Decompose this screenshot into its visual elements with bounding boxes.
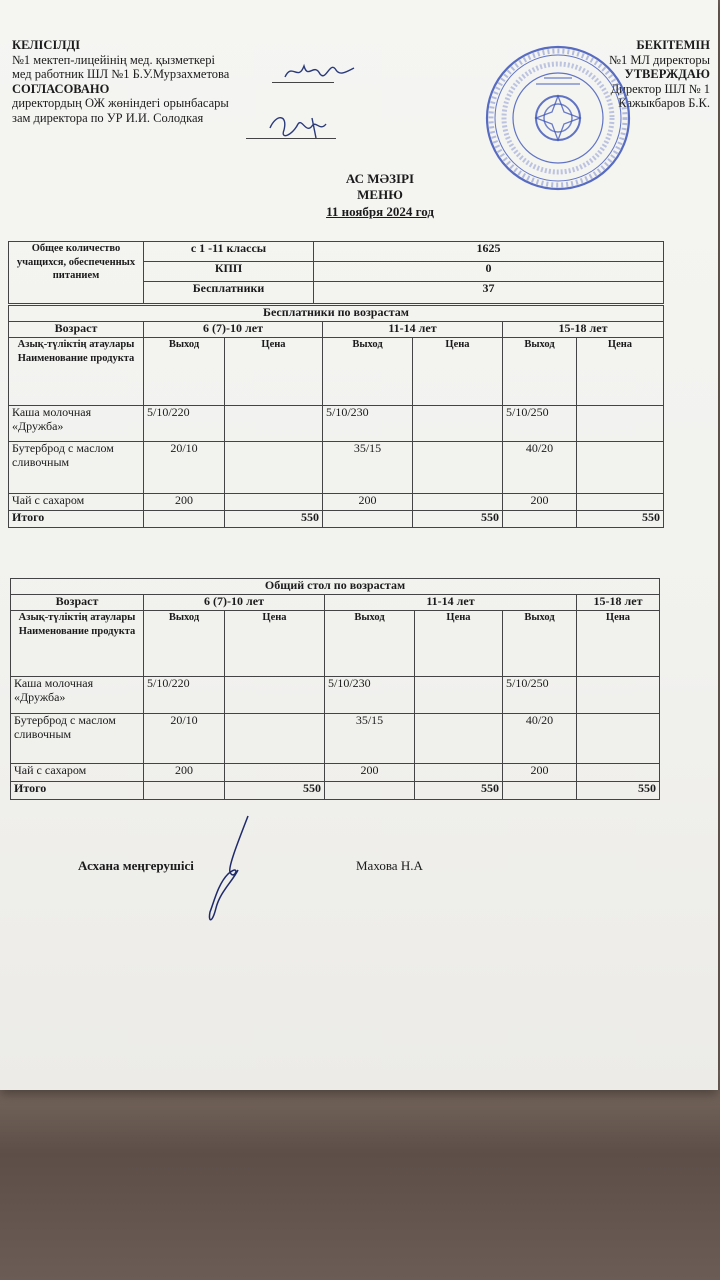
manager-signature [198,812,258,932]
age-group: 15-18 лет [503,322,664,338]
product-name: Чай с сахаром [9,494,144,511]
total-value: 550 [413,511,503,528]
age-group: 11-14 лет [323,322,503,338]
table-row [9,406,664,442]
portion-value: 200 [503,494,577,511]
summary-row-name: Бесплатники [144,282,314,304]
age-group: 11-14 лет [325,595,577,611]
header-left [12,38,229,125]
portion-value: 200 [325,764,415,782]
director-name: Кажыкбаров Б.К. [618,96,710,110]
portion-value: 200 [144,764,225,782]
utverzhdayu-heading: УТВЕРЖДАЮ [624,67,710,81]
vyhod-header: Выход [144,338,225,406]
portion-value: 40/20 [503,442,577,494]
summary-row-name: КПП [144,262,314,282]
canteen-manager-role: Асхана меңгерушісі [78,858,194,873]
age-group: 15-18 лет [577,595,660,611]
deputy-role-ru: зам директора по УР И.И. Солодкая [12,110,204,125]
total-value: 550 [577,782,660,800]
director-role-ru: Директор ШЛ № 1 [610,81,710,96]
portion-value: 5/10/230 [325,677,415,714]
portion-value: 5/10/250 [503,406,577,442]
total-value: 550 [577,511,664,528]
bekitemin-heading: БЕКІТЕМІН [636,38,710,52]
portion-value: 20/10 [144,442,225,494]
total-row [9,511,664,528]
general-table [10,578,660,800]
table-row [11,764,660,782]
summary-row-name: с 1 -11 классы [144,242,314,262]
total-label: Итого [11,782,144,800]
kelisildi-heading: КЕЛІСІЛДІ [12,38,81,52]
table-row [9,442,664,494]
product-name: Бутерброд с маслом сливочным [11,714,144,764]
summary-row-value: 1625 [314,242,664,262]
vyhod-header: Выход [503,338,577,406]
product-name: Каша молочная «Дружба» [9,406,144,442]
vyhod-header: Выход [503,611,577,677]
age-group: 6 (7)-10 лет [144,322,323,338]
official-stamp [484,44,632,192]
table-row [11,677,660,714]
deputy-role-kz: директордың ОЖ жөніндегі орынбасары [12,96,229,110]
product-header: Азық-түліктің атаулары Наименование продукта [9,338,144,406]
portion-value: 5/10/220 [144,406,225,442]
portion-value: 35/15 [325,714,415,764]
total-label: Итого [9,511,144,528]
portion-value: 5/10/220 [144,677,225,714]
portion-value: 5/10/250 [503,677,577,714]
age-label: Возраст [9,322,144,338]
vyhod-header: Выход [325,611,415,677]
total-row [11,782,660,800]
menu-date: 11 ноября 2024 год [326,204,434,219]
title-ru: МЕНЮ [357,187,403,202]
product-name: Бутерброд с маслом сливочным [9,442,144,494]
portion-value: 200 [323,494,413,511]
portion-value: 40/20 [503,714,577,764]
summary-row-value: 37 [314,282,664,304]
portion-value: 200 [503,764,577,782]
total-value: 550 [225,782,325,800]
age-group: 6 (7)-10 лет [144,595,325,611]
product-name: Чай с сахаром [11,764,144,782]
vyhod-header: Выход [144,611,225,677]
medic-signature [280,52,360,92]
table-surface [0,1070,720,1280]
free-meals-table [8,305,664,528]
deputy-signature [262,108,342,148]
age-label: Возраст [11,595,144,611]
section-heading: Общий стол по возрастам [11,579,660,595]
section-heading: Бесплатники по возрастам [9,306,664,322]
cena-header: Цена [225,611,325,677]
table-row [11,714,660,764]
cena-header: Цена [577,338,664,406]
table-row [9,494,664,511]
medic-role-kz: №1 мектеп-лицейінің мед. қызметкері [12,52,215,67]
cena-header: Цена [577,611,660,677]
cena-header: Цена [413,338,503,406]
summary-row-value: 0 [314,262,664,282]
summary-label: Общее количество учащихся, обеспеченных питанием [9,242,144,304]
vyhod-header: Выход [323,338,413,406]
portion-value: 35/15 [323,442,413,494]
product-name: Каша молочная «Дружба» [11,677,144,714]
portion-value: 5/10/230 [323,406,413,442]
total-value: 550 [415,782,503,800]
medic-role-ru: мед работник ШЛ №1 Б.У.Мурзахметова [12,67,230,81]
canteen-manager-name: Махова Н.А [356,858,423,873]
soglasovano-heading: СОГЛАСОВАНО [12,81,110,96]
total-value: 550 [225,511,323,528]
title-kz: АС МӘЗІРІ [345,171,415,186]
portion-value: 20/10 [144,714,225,764]
cena-header: Цена [225,338,323,406]
product-header: Азық-түліктің атаулары Наименование продукта [11,611,144,677]
director-role-kz: №1 МЛ директоры [609,52,710,67]
portion-value: 200 [144,494,225,511]
cena-header: Цена [415,611,503,677]
summary-table [8,241,664,304]
